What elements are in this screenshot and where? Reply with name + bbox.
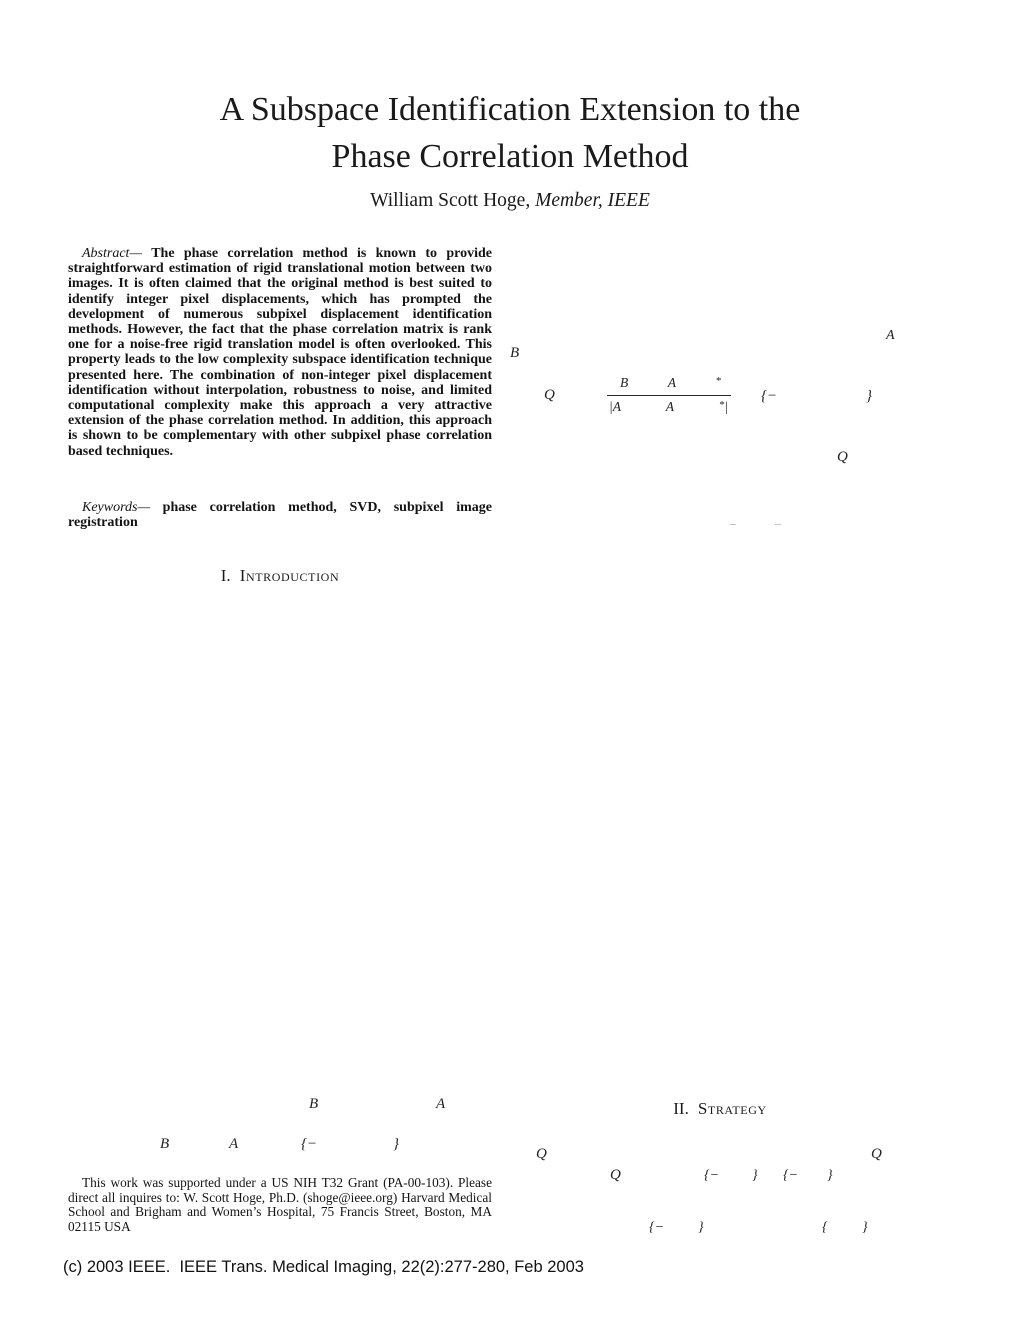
section-heading-strategy — [528, 1099, 912, 1119]
title-line-1: A Subspace Identification Extension to the — [219, 91, 801, 128]
abstract-label: Abstract— — [82, 246, 152, 261]
abstract-paragraph — [68, 246, 492, 459]
math-pipe: | — [724, 398, 728, 414]
math-script-B: B — [510, 345, 520, 361]
keywords-paragraph — [68, 500, 492, 530]
author-line — [0, 190, 1020, 212]
fraction-denominator — [607, 396, 731, 415]
math-script-A: A — [665, 398, 674, 414]
math-brace-close: } — [862, 1220, 868, 1235]
math-script-A: A — [886, 328, 895, 343]
section-title-introduction: Introduction — [239, 566, 340, 585]
math-script-A: A — [667, 375, 676, 390]
title-line-2: Phase Correlation Method — [331, 138, 689, 175]
math-script-B: B — [160, 1136, 170, 1152]
math-script-Q: Q — [837, 449, 848, 465]
keywords-text: phase correlation method, SVD, subpixel image registration — [68, 500, 492, 531]
math-minus: − — [729, 518, 737, 533]
section-heading-introduction — [68, 566, 492, 586]
math-asterisk: * — [715, 375, 721, 387]
math-brace-close: } — [827, 1168, 833, 1183]
math-script-Q: Q — [536, 1146, 547, 1162]
math-brace-minus: {− — [649, 1220, 665, 1235]
copyright-line — [63, 1258, 584, 1277]
math-script-B: B — [309, 1096, 319, 1112]
math-asterisk: * — [718, 398, 725, 411]
math-script-A: |A — [609, 398, 621, 414]
equation-fraction — [607, 376, 731, 415]
copyright-text: (c) 2003 IEEE. IEEE Trans. Medical Imaging, 22(2):277-280, Feb 2003 — [63, 1258, 584, 1276]
section-number-strategy: II. — [673, 1099, 689, 1118]
abstract-text: The phase correlation method is known to provide straightforward estimation of rigid translational motion between two images. It is often claimed that the original method is best suited to identify integer pixel displacements, which has prompted the development of numerous subpixel displacement identification methods. However, the fact that the phase correlation matrix is rank one for a noise-free rigid translation model is often overlooked. This property leads to the low complexity subspace identification technique presented here. The combination of non-integer pixel displacement identification without interpolation, robustness to noise, and limited computational complexity make this approach a very attractive extension of the phase correlation method. In addition, this approach is shown to be complementary with other subpixel phase correlation based techniques. — [68, 246, 492, 459]
keywords-label: Keywords— — [82, 500, 163, 515]
math-script-Q: Q — [610, 1167, 621, 1183]
math-script-A: A — [436, 1096, 446, 1112]
math-minus: − — [774, 518, 782, 533]
math-brace-close: } — [752, 1168, 758, 1183]
math-brace-minus: {− — [704, 1168, 720, 1183]
math-script-Q: Q — [871, 1146, 882, 1162]
section-title-strategy: Strategy — [697, 1099, 767, 1118]
paper-title — [0, 86, 1020, 180]
math-brace-minus: {− — [761, 388, 778, 404]
fraction-numerator — [607, 376, 731, 396]
footnote — [68, 1176, 492, 1235]
math-brace-close: } — [393, 1136, 399, 1152]
math-asterisk-pipe — [719, 400, 728, 415]
math-brace-close: } — [866, 388, 872, 404]
math-brace-close: } — [698, 1220, 704, 1235]
math-brace-open: { — [822, 1220, 828, 1235]
math-script-A: A — [229, 1136, 239, 1152]
math-brace-minus: {− — [301, 1136, 318, 1152]
math-script-Q: Q — [544, 387, 555, 403]
section-number-introduction: I. — [220, 566, 231, 585]
footnote-text: This work was supported under a US NIH T32 Grant (PA-00-103). Please direct all inquires to: W. Scott Hoge, Ph.D. (shoge@ieee.org) Harvard Medical School and Brigham and Women’s Hospital, 75 Francis Street, Boston, MA 02115 USA — [68, 1175, 492, 1235]
author-membership: Member, IEEE — [535, 190, 650, 211]
math-brace-minus: {− — [783, 1168, 799, 1183]
math-script-B: B — [620, 375, 629, 390]
author-name: William Scott Hoge, — [370, 190, 536, 211]
